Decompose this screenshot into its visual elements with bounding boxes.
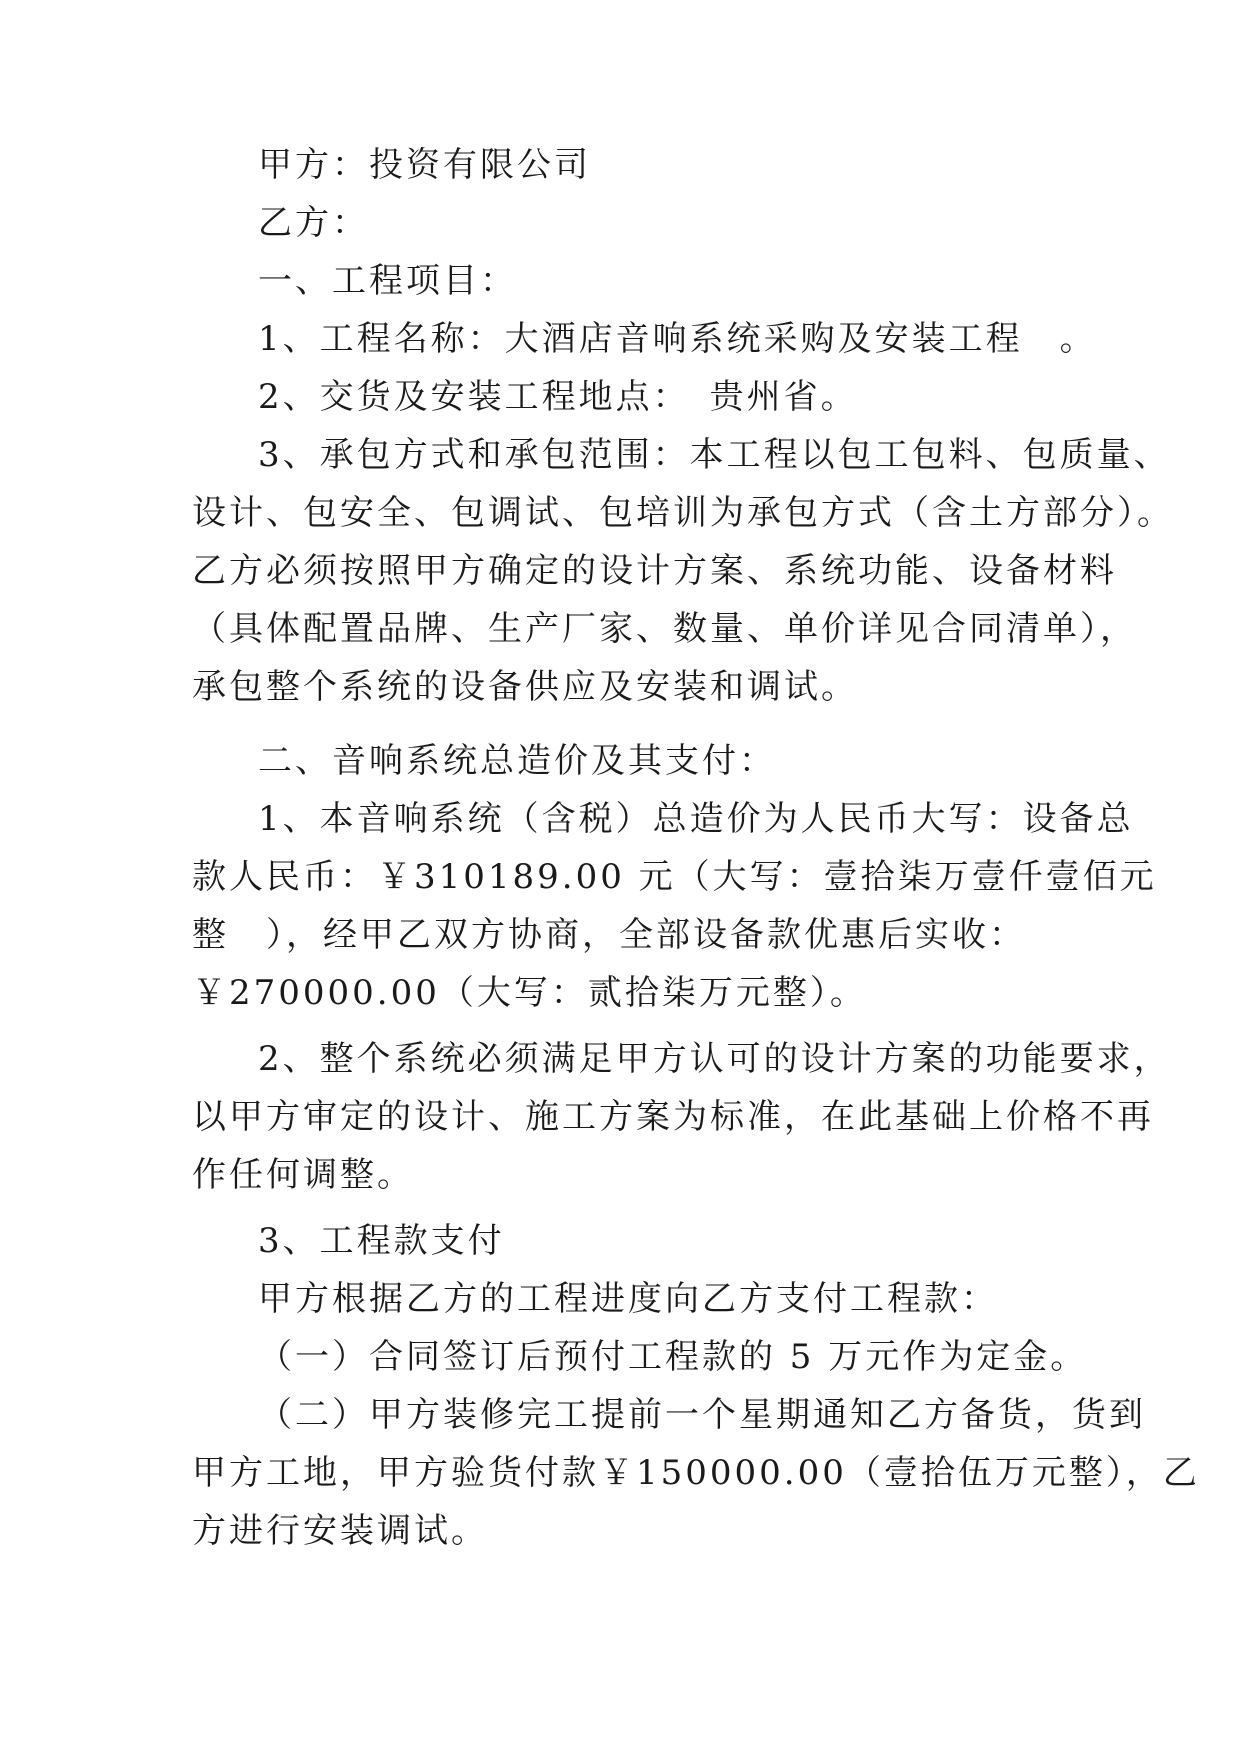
clause-1-3-line-1: 3、承包方式和承包范围：本工程以包工包料、包质量、 (258, 435, 1171, 475)
payment-item-2-line-3: 方进行安装调试。 (192, 1511, 488, 1551)
clause-2-2-line-2: 以甲方审定的设计、施工方案为标准，在此基础上价格不再 (192, 1097, 1154, 1137)
payment-item-2-line-2: 甲方工地，甲方验货付款￥150000.00（壹拾伍万元整），乙 (192, 1453, 1200, 1493)
party-a-line: 甲方：投资有限公司 (258, 145, 591, 185)
clause-1-3-line-3: 乙方必须按照甲方确定的设计方案、系统功能、设备材料 (192, 551, 1117, 591)
payment-item-2-line-1: （二）甲方装修完工提前一个星期通知乙方备货，货到 (258, 1395, 1146, 1435)
clause-1-2: 2、交货及安装工程地点： 贵州省。 (258, 377, 858, 417)
party-b-line: 乙方： (258, 203, 369, 243)
clause-1-3-line-5: 承包整个系统的设备供应及安装和调试。 (192, 667, 858, 707)
clause-2-3-heading: 3、工程款支付 (258, 1221, 505, 1261)
clause-1-1: 1、工程名称：大酒店音响系统采购及安装工程 。 (258, 319, 1097, 359)
payment-item-1: （一）合同签订后预付工程款的 5 万元作为定金。 (258, 1337, 1088, 1377)
clause-1-3-line-2: 设计、包安全、包调试、包培训为承包方式（含土方部分）。 (192, 493, 1174, 533)
clause-2-1-line-1: 1、本音响系统（含税）总造价为人民币大写：设备总 (258, 799, 1134, 839)
clause-1-3-line-4: （具体配置品牌、生产厂家、数量、单价详见合同清单）， (192, 609, 1137, 649)
payment-intro: 甲方根据乙方的工程进度向乙方支付工程款： (258, 1279, 998, 1319)
clause-2-1-line-3: 整 ），经甲乙双方协商，全部设备款优惠后实收： (192, 915, 1026, 955)
clause-2-2-line-3: 作任何调整。 (192, 1155, 414, 1195)
section-heading-1: 一、工程项目： (258, 261, 517, 301)
section-heading-2: 二、音响系统总造价及其支付： (258, 741, 776, 781)
clause-2-1-line-2: 款人民币：￥310189.00 元（大写：壹拾柒万壹仟壹佰元 (192, 857, 1157, 897)
clause-2-2-line-1: 2、整个系统必须满足甲方认可的设计方案的功能要求， (258, 1039, 1171, 1079)
clause-2-1-line-4: ￥270000.00（大写：贰拾柒万元整）。 (192, 973, 867, 1013)
